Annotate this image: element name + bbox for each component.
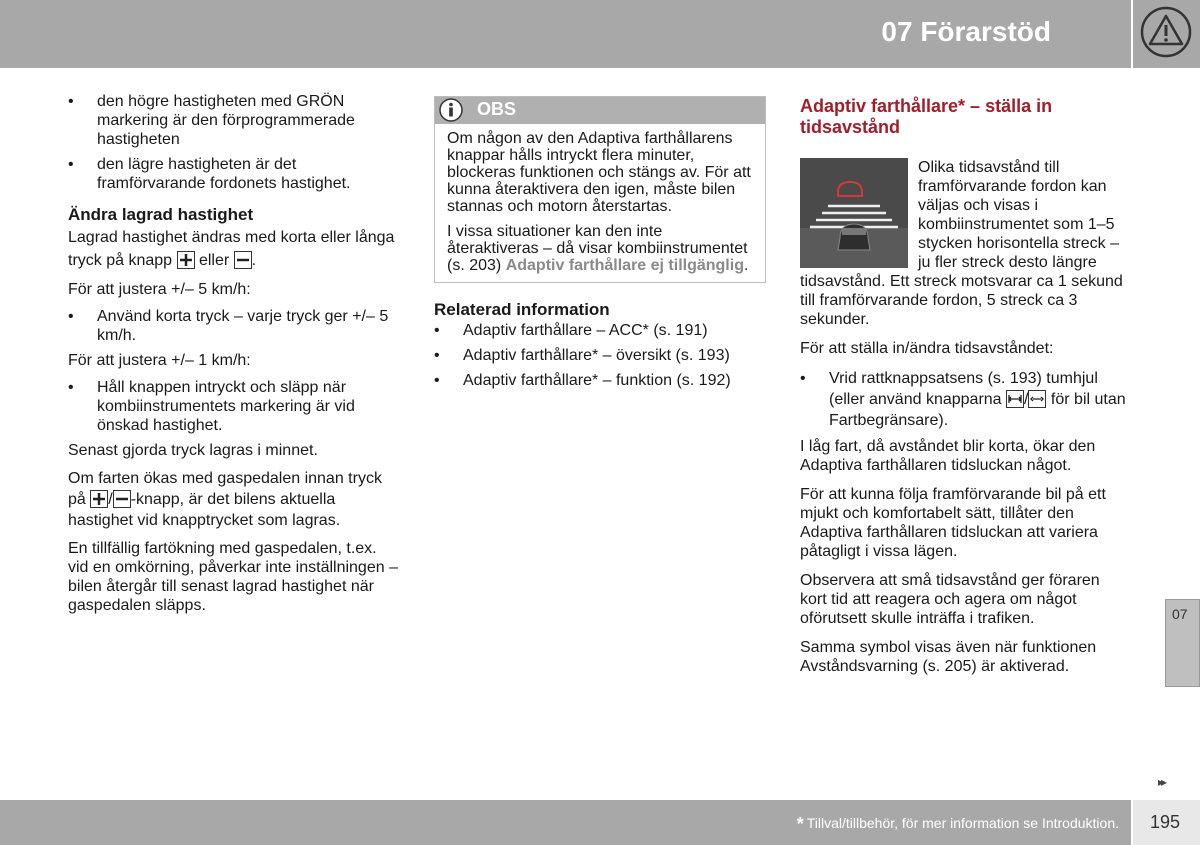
chapter-side-tab[interactable]: [1165, 599, 1200, 687]
paragraph: För att justera +/– 1 km/h:: [68, 352, 251, 369]
related-link[interactable]: • Adaptiv farthållare* – översikt (s. 193): [434, 346, 766, 365]
paragraph: [68, 468, 398, 531]
list-item: • den lägre hastigheten är det framförvarande fordonets hastighet.: [68, 155, 398, 193]
paragraph: För att ställa in/ändra tidsavståndet:: [800, 340, 1054, 357]
column-left: [68, 92, 398, 623]
warning-triangle-icon: [1140, 6, 1192, 58]
note-body: [435, 124, 765, 282]
note-text: I vissa situationer kan den inte återaktiveras – då visar kombiinstrumentet (s. 203): [447, 223, 748, 274]
list-item: • Håll knappen intryckt och släpp när kombiinstrumentets markering är vid önskad hastighet.: [68, 378, 398, 435]
list-item-text: Vrid rattknappsatsens (s. 193) tumhjul (eller använd knapparna: [829, 370, 1098, 408]
section-heading: Adaptiv farthållare* – ställa in tidsavstånd: [800, 96, 1053, 137]
note-paragraph: [447, 223, 755, 274]
page-number-box: [1133, 800, 1200, 845]
footnote-text: Tillval/tillbehör, för mer information se Introduktion.: [806, 815, 1119, 831]
chapter-header: [0, 0, 1131, 68]
distance-decrease-button-icon: [1028, 390, 1046, 408]
footer-note: [797, 814, 1119, 835]
paragraph-text: .: [251, 252, 257, 269]
section-heading: Ändra lagrad hastighet: [68, 205, 254, 224]
paragraph: För att justera +/– 5 km/h:: [68, 281, 251, 298]
column-middle: [434, 92, 766, 396]
related-link[interactable]: • Adaptiv farthållare – ACC* (s. 191): [434, 321, 766, 340]
paragraph: En tillfällig fartökning med gaspedalen, t.ex. vid en omkörning, påverkar inte inställningen – bilen återgår till senast lagrad hastighet när gaspedalen släpps.: [68, 540, 398, 614]
plus-button-icon: [90, 490, 108, 508]
paragraph-text: /: [108, 491, 113, 508]
note-text: .: [743, 257, 749, 274]
note-paragraph: Om någon av den Adaptiva farthållarens knappar hålls intryckt flera minuter, blockeras funktionen och stängs av. För att kunna återaktivera den igen, måste bilen stannas och motorn återstartas.: [447, 130, 751, 215]
plus-button-icon: [177, 251, 195, 269]
column-right: [800, 92, 1130, 684]
minus-button-icon: [234, 251, 252, 269]
paragraph: Senast gjorda tryck lagras i minnet.: [68, 442, 318, 459]
status-message-link: Adaptiv farthållare ej tillgänglig: [505, 257, 744, 274]
page-footer: [0, 800, 1131, 845]
next-page-arrows-icon: ▸▸: [1158, 775, 1165, 789]
list-item-text: /: [1024, 391, 1029, 408]
time-gap-illustration: [800, 158, 908, 268]
paragraph-text: Lagrad hastighet ändras med korta eller långa tryck på knapp: [68, 229, 395, 269]
distance-increase-button-icon: [1006, 390, 1024, 408]
paragraph: Samma symbol visas även när funktionen Avståndsvarning (s. 205) är aktiverad.: [800, 639, 1097, 675]
chapter-icon-box: [1133, 0, 1200, 68]
list-item: [800, 368, 1130, 431]
related-link[interactable]: • Adaptiv farthållare* – funktion (s. 192): [434, 371, 766, 390]
paragraph-text: Om farten ökas med gaspedalen innan tryck på: [68, 470, 382, 508]
page-number: 195: [1150, 812, 1181, 832]
note-box: [434, 96, 766, 283]
paragraph: Observera att små tidsavstånd ger föraren kort tid att reagera och agera om något oförutsett skulle inträffa i trafiken.: [800, 572, 1100, 627]
paragraph: I låg fart, då avståndet blir korta, ökar den Adaptiva farthållaren tidsluckan något.: [800, 438, 1096, 474]
list-item: • den högre hastigheten med GRÖN markering är den förprogrammerade hastigheten: [68, 92, 398, 149]
note-header: [435, 97, 765, 124]
footnote-star: *: [796, 814, 804, 834]
distance-bars-car-icon: [800, 158, 908, 268]
paragraph: För att kunna följa framförvarande bil på ett mjukt och komfortabelt sätt, tillåter den Adaptiva farthållaren tidsluckan att variera påtagligt i vissa lägen.: [800, 486, 1106, 560]
paragraph-text: eller: [198, 252, 230, 269]
note-label: OBS: [477, 99, 517, 119]
paragraph: Olika tidsavstånd till framförvarande fordon kan väljas och visas i kombiinstrumentet som 1–5 stycken horisontella streck – ju fler streck desto längre tidsavstånd. Ett streck motsvarar ca 1 sekund till framförvarande fordon, 5 streck ca 3 sekunder.: [800, 159, 1123, 328]
chapter-title: 07 Förarstöd: [881, 16, 1051, 47]
paragraph: [68, 226, 398, 272]
chapter-side-tab-label: 07: [1172, 606, 1188, 622]
related-heading: Relaterad information: [434, 300, 610, 319]
minus-button-icon: [113, 490, 131, 508]
list-item: • Använd korta tryck – varje tryck ger +/– 5 km/h.: [68, 307, 398, 345]
info-icon: [438, 97, 464, 123]
paragraph-text: -knapp, är det bilens aktuella hastighet vid knapptrycket som lagras.: [68, 491, 341, 529]
list-item-text: för bil utan Fartbegränsare).: [829, 391, 1126, 429]
